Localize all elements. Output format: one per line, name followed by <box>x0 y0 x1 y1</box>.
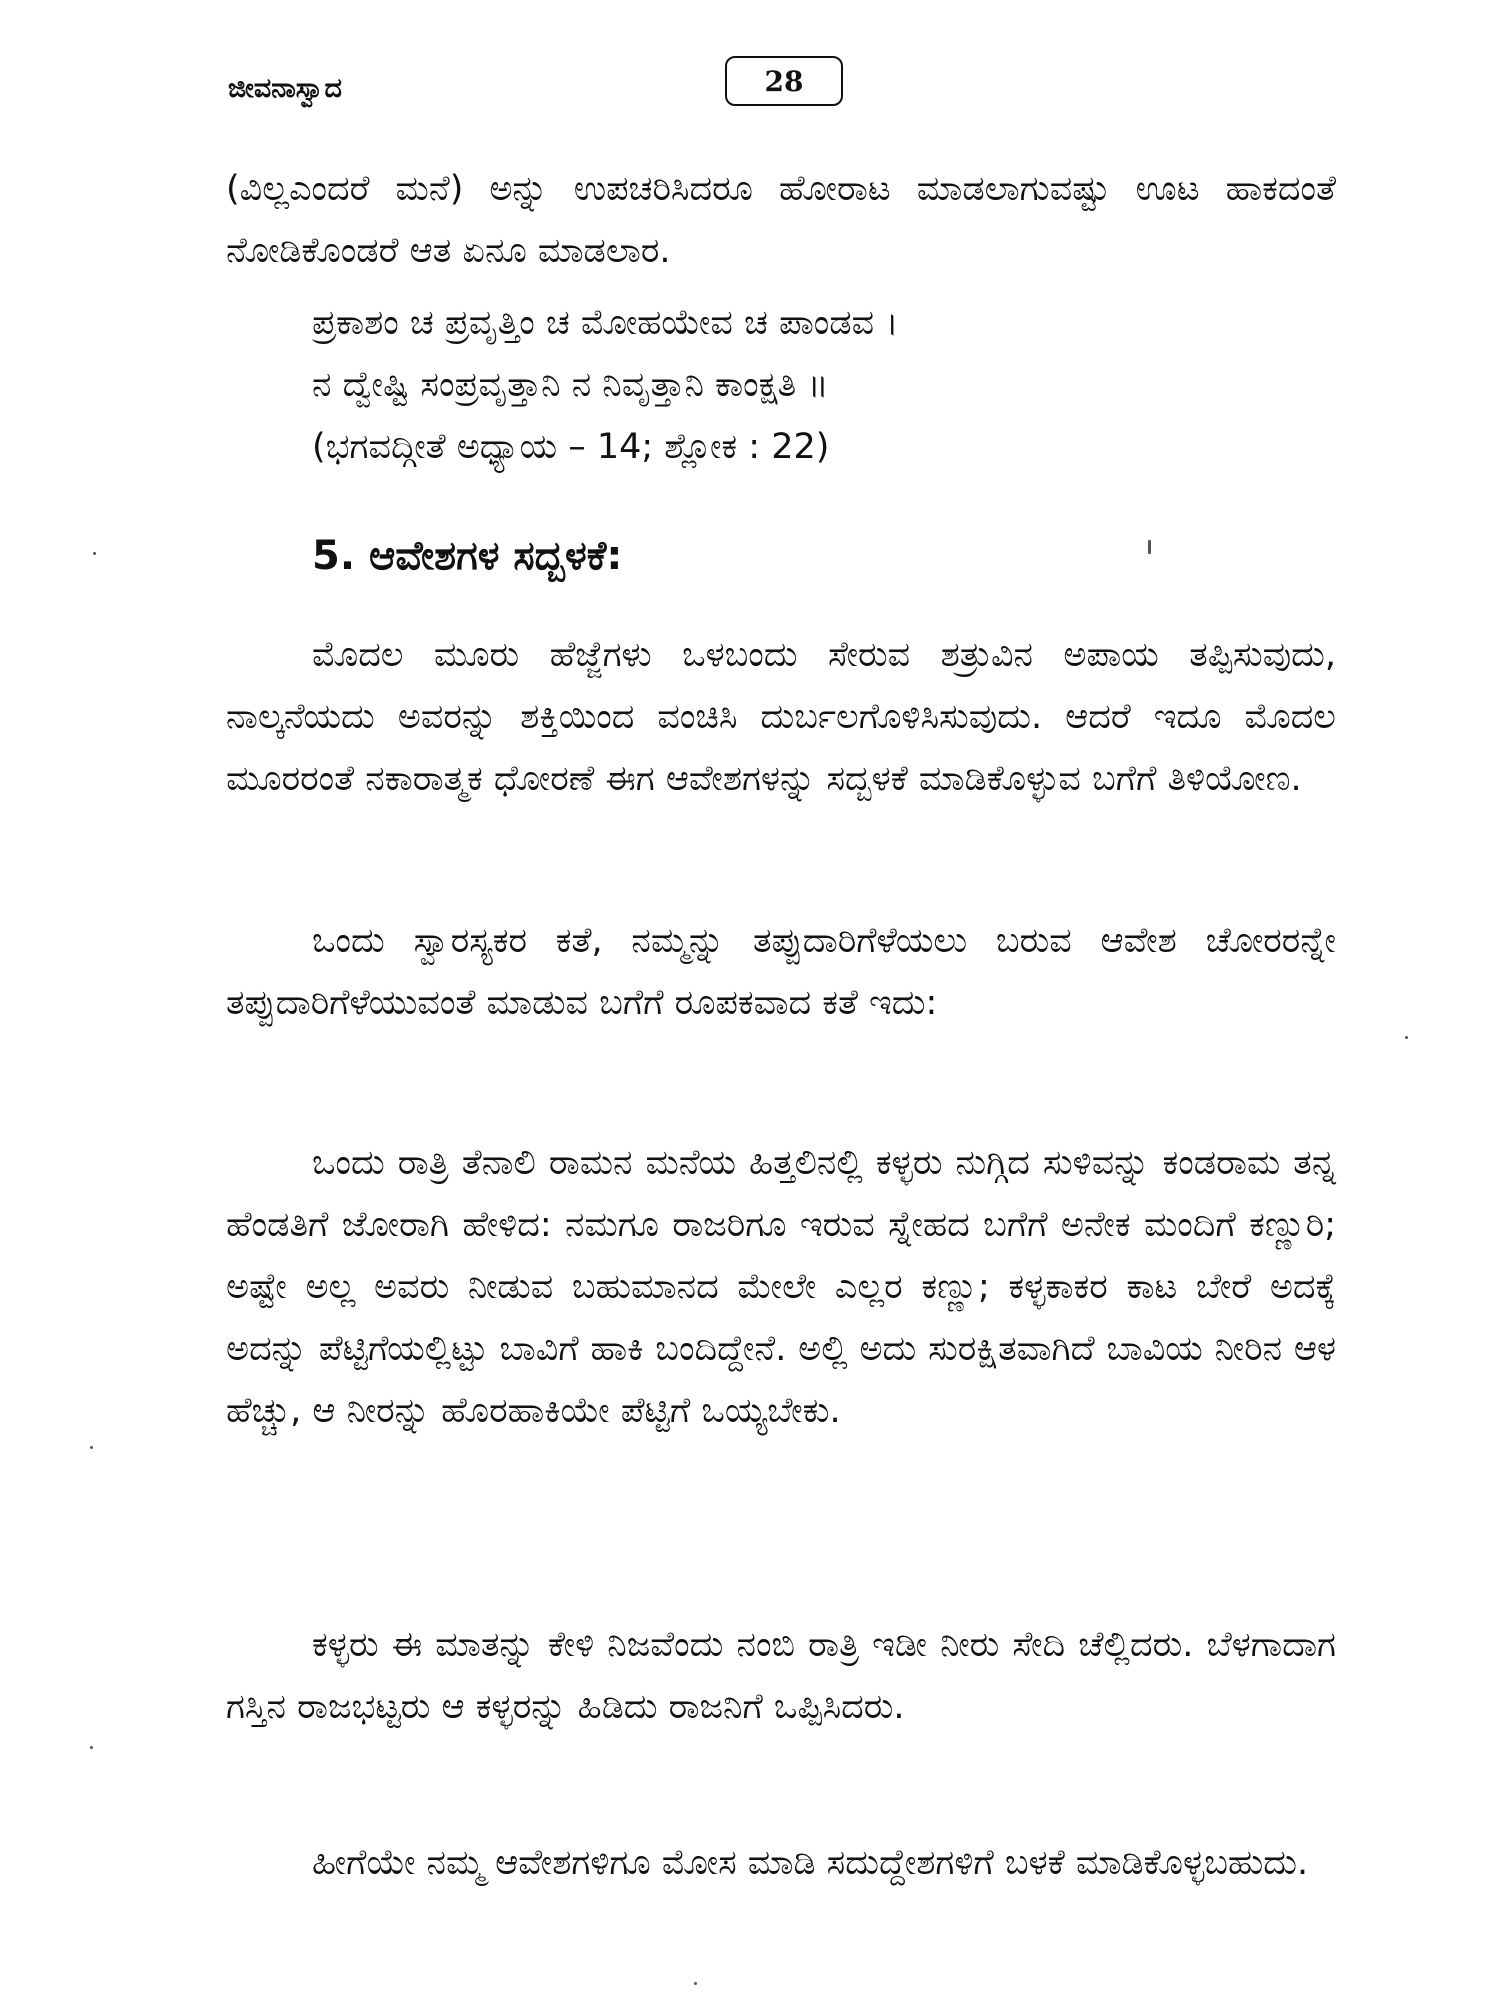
paragraph-4: ಕಳ್ಳರು ಈ ಮಾತನ್ನು ಕೇಳಿ ನಿಜವೆಂದು ನಂಬಿ ರಾತ್ರಿ ಇಡೀ ನೀರು ಸೇದಿ ಚೆಲ್ಲಿದರು. ಬೆಳಗಾದಾಗ ಗಸ್ತಿನ ರಾಜಭಟ್ಟರು ಆ ಕಳ್ಳರನ್ನು ಹಿಡಿದು ರಾಜನಿಗೆ ಒಪ್ಪಿಸಿದರು. <box>226 1625 1336 1727</box>
scan-speck <box>90 1446 93 1449</box>
verse-line-2: ನ ದ್ವೇಷ್ಟಿ ಸಂಪ್ರವೃತ್ತಾನಿ ನ ನಿವೃತ್ತಾನಿ ಕಾಂಕ್ಷತಿ ॥ <box>312 365 829 405</box>
paragraph-3: ಒಂದು ರಾತ್ರಿ ತೆನಾಲಿ ರಾಮನ ಮನೆಯ ಹಿತ್ತಲಿನಲ್ಲಿ ಕಳ್ಳರು ನುಗ್ಗಿದ ಸುಳಿವನ್ನು ಕಂಡರಾಮ ತನ್ನ ಹೆಂಡತಿಗೆ ಜೋರಾಗಿ ಹೇಳಿದ: ನಮಗೂ ರಾಜರಿಗೂ ಇರುವ ಸ್ನೇಹದ ಬಗೆಗೆ ಅನೇಕ ಮಂದಿಗೆ ಕಣ್ಣುರಿ; ಅಷ್ಟೇ ಅಲ್ಲ ಅವರು ನೀಡುವ ಬಹುಮಾನದ ಮೇಲೇ ಎಲ್ಲರ ಕಣ್ಣು; ಕಳ್ಳಕಾಕರ ಕಾಟ ಬೇರೆ ಅದಕ್ಕೆ ಅದನ್ನು ಪೆಟ್ಟಿಗೆಯಲ್ಲಿಟ್ಟು ಬಾವಿಗೆ ಹಾಕಿ ಬಂದಿದ್ದೇನೆ. ಅಲ್ಲಿ ಅದು ಸುರಕ್ಷಿತವಾಗಿದೆ ಬಾವಿಯ ನೀರಿನ ಆಳ ಹೆಚ್ಚು, ಆ ನೀರನ್ನು ಹೊರಹಾಕಿಯೇ ಪೆಟ್ಟಿಗೆ ಒಯ್ಯಬೇಕು. <box>226 1143 1336 1431</box>
paragraph-1: ಮೊದಲ ಮೂರು ಹೆಜ್ಜೆಗಳು ಒಳಬಂದು ಸೇರುವ ಶತ್ರುವಿನ ಅಪಾಯ ತಪ್ಪಿಸುವುದು, ನಾಲ್ಕನೆಯದು ಅವರನ್ನು ಶಕ್ತಿಯಿಂದ ವಂಚಿಸಿ ದುರ್ಬಲಗೊಳಿಸಿಸುವುದು. ಆದರೆ ಇದೂ ಮೊದಲ ಮೂರರಂತೆ ನಕಾರಾತ್ಮಕ ಧೋರಣೆ ಈಗ ಆವೇಶಗಳನ್ನು ಸದ್ಬಳಕೆ ಮಾಡಿಕೊಳ್ಳುವ ಬಗೆಗೆ ತಿಳಿಯೋಣ. <box>226 635 1336 799</box>
scan-speck <box>694 1982 697 1985</box>
verse-citation: (ಭಗವದ್ಗೀತೆ ಅಧ್ಯಾಯ – 14; ಶ್ಲೋಕ : 22) <box>312 427 830 467</box>
scan-speck <box>1148 540 1151 554</box>
running-header-title: ಜೀವನಾಸ್ವಾದ <box>228 73 342 104</box>
scan-speck <box>1405 1036 1408 1039</box>
verse-line-1: ಪ್ರಕಾಶಂ ಚ ಪ್ರವೃತ್ತಿಂ ಚ ಮೋಹಯೇವ ಚ ಪಾಂಡವ । <box>312 303 899 343</box>
scan-speck <box>90 1746 93 1749</box>
paragraph-5: ಹೀಗೆಯೇ ನಮ್ಮ ಆವೇಶಗಳಿಗೂ ಮೋಸ ಮಾಡಿ ಸದುದ್ದೇಶಗಳಿಗೆ ಬಳಕೆ ಮಾಡಿಕೊಳ್ಳಬಹುದು. <box>312 1843 1309 1883</box>
page-number: 28 <box>725 56 843 106</box>
paragraph-continuation: (ವಿಲ್ಲಎಂದರೆ ಮನೆ) ಅನ್ನು ಉಪಚರಿಸಿದರೂ ಹೋರಾಟ ಮಾಡಲಾಗುವಷ್ಟು ಊಟ ಹಾಕದಂತೆ ನೋಡಿಕೊಂಡರೆ ಆತ ಏನೂ ಮಾಡಲಾರ. <box>226 169 1336 271</box>
section-heading: 5. ಆವೇಶಗಳ ಸದ್ಬಳಕೆ: <box>312 533 623 579</box>
verse-block <box>312 292 1342 478</box>
scan-speck <box>93 552 96 555</box>
paragraph-2: ಒಂದು ಸ್ವಾರಸ್ಯಕರ ಕತೆ, ನಮ್ಮನ್ನು ತಪ್ಪುದಾರಿಗೆಳೆಯಲು ಬರುವ ಆವೇಶ ಚೋರರನ್ನೇ ತಪ್ಪುದಾರಿಗೆಳೆಯುವಂತೆ ಮಾಡುವ ಬಗೆಗೆ ರೂಪಕವಾದ ಕತೆ ಇದು: <box>226 921 1336 1023</box>
